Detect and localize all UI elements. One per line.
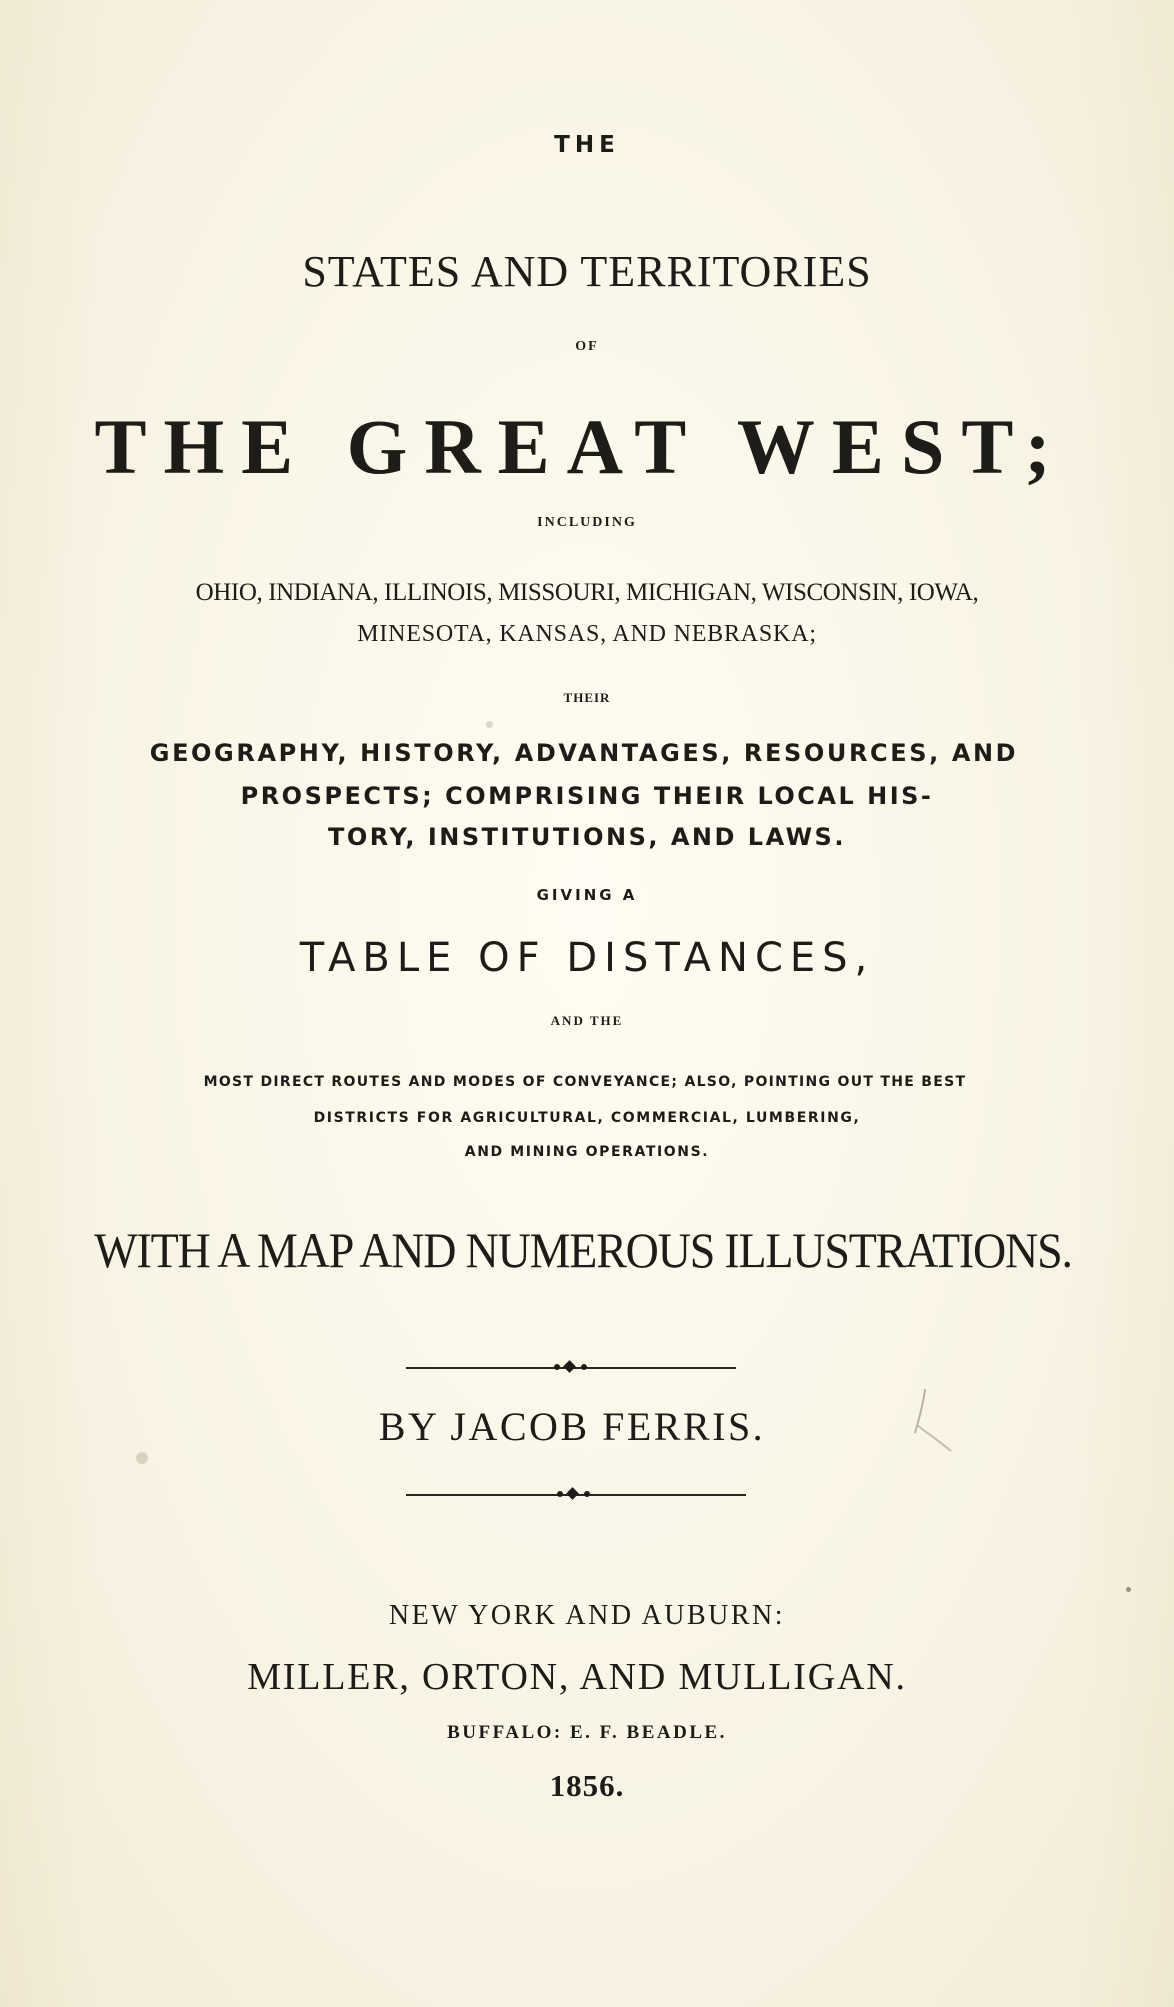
of-connector: OF — [575, 339, 599, 354]
the-heading: THE — [554, 132, 620, 158]
paper-speck — [486, 721, 493, 728]
rule-dot-icon — [581, 1364, 587, 1370]
place-line: NEW YORK AND AUBURN: — [388, 1600, 786, 1631]
rule-dot-icon — [557, 1491, 563, 1497]
main-title: STATES AND TERRITORIES — [302, 247, 872, 296]
ornamental-rule-bottom — [406, 1494, 746, 1496]
subjects-line-1: GEOGRAPHY, HISTORY, ADVANTAGES, RESOURCES, AND — [149, 739, 1019, 767]
publisher-line: MILLER, ORTON, AND MULLIGAN. — [247, 1656, 907, 1698]
paper-speck — [1126, 1587, 1131, 1592]
their-connector: THEIR — [563, 690, 611, 705]
rule-dot-icon — [584, 1491, 590, 1497]
rule-diamond-icon — [566, 1487, 579, 1500]
author-line: BY JACOB FERRIS. — [378, 1404, 766, 1449]
and-the-connector: AND THE — [550, 1013, 624, 1028]
including-connector: INCLUDING — [537, 515, 637, 530]
paper-speck — [136, 1452, 148, 1464]
giving-a-connector: GIVING A — [536, 886, 638, 904]
year-line: 1856. — [549, 1768, 625, 1803]
illustrations-line: WITH A MAP AND NUMEROUS ILLUSTRATIONS. — [94, 1222, 1072, 1278]
great-west-title: THE GREAT WEST; — [94, 403, 1068, 490]
rule-diamond-icon — [563, 1360, 576, 1373]
ornamental-rule-top — [406, 1367, 736, 1369]
subjects-line-3: TORY, INSTITUTIONS, AND LAWS. — [328, 823, 846, 851]
pencil-mark-icon — [905, 1385, 975, 1455]
routes-line-2: DISTRICTS FOR AGRICULTURAL, COMMERCIAL, LUMBERING, — [313, 1110, 861, 1126]
table-of-distances: TABLE OF DISTANCES, — [299, 935, 875, 981]
subjects-line-2: PROSPECTS; COMPRISING THEIR LOCAL HIS- — [240, 782, 934, 810]
rule-dot-icon — [554, 1364, 560, 1370]
routes-line-3: AND MINING OPERATIONS. — [464, 1144, 710, 1160]
buffalo-line: BUFFALO: E. F. BEADLE. — [447, 1722, 727, 1743]
states-line-2: MINESOTA, KANSAS, AND NEBRASKA; — [357, 621, 817, 647]
states-line-1: OHIO, INDIANA, ILLINOIS, MISSOURI, MICHIGAN, WISCONSIN, IOWA, — [195, 579, 979, 606]
routes-line-1: MOST DIRECT ROUTES AND MODES OF CONVEYANCE; ALSO, POINTING OUT THE BEST — [203, 1074, 967, 1090]
